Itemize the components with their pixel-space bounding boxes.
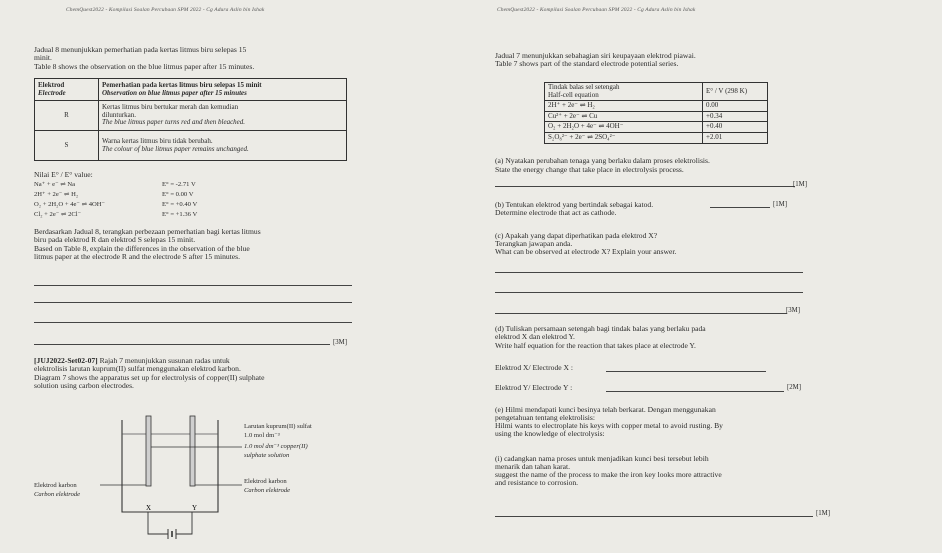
question-c-bm-1: (c) Apakah yang dapat diperhatikan pada elektrod X? (495, 231, 658, 240)
answer-line (34, 344, 330, 345)
question-ei-bm-1: (i) cadangkan nama proses untuk menjadikan kunci besi tersebut lebih (495, 454, 709, 463)
juj-question-en-2: solution using carbon electrodes. (34, 381, 134, 390)
electrode-x-prompt: Elektrod X/ Electrode X : (495, 363, 574, 372)
question-en-1: Based on Table 8, explain the differences in the observation of the blue (34, 244, 250, 253)
question-en-2: litmus paper at the electrode R and the electrode S after 15 minutes. (34, 252, 241, 261)
table-row (35, 101, 347, 131)
intro-en: Table 7 shows part of the standard electrode potential series. (495, 59, 679, 68)
eo-eq-o: O₂ + 2H₂O + 4e⁻ ⇌ 4OH⁻ (34, 201, 106, 208)
eo-eq-na: Na⁺ + e⁻ ⇌ Na (34, 181, 76, 188)
intro-bm: Jadual 8 menunjukkan pemerhatian pada kertas litmus biru selepas 15 (34, 45, 247, 54)
observation-table (34, 78, 347, 161)
electrode-potential-table (544, 82, 768, 144)
electrode-label-bm-left: Elektrod karbon (34, 482, 77, 489)
question-a-en: State the energy change that take place in electrolysis process. (495, 165, 684, 174)
header-eo: E° / V (298 K) (703, 83, 768, 101)
page-header: ChemQuest2022 - Kompilasi Soalan Percubaan SPM 2022 - Cg Adura Aslin bin Ishak (66, 7, 265, 13)
table-row: Cu²⁺ + 2e⁻ ⇌ Cu +0.34 (545, 111, 768, 122)
page-header: ChemQuest2022 - Kompilasi Soalan Percubaan SPM 2022 - Cg Adura Aslin bin Ishak (497, 7, 696, 13)
marks-3m: [3M] (786, 307, 800, 314)
eo-val-h: E° = 0.00 V (162, 191, 194, 198)
question-a-bm: (a) Nyatakan perubahan tenaga yang berlaku dalam proses elektrolisis. (495, 156, 710, 165)
question-e-en-2: using the knowledge of electrolysis: (495, 429, 605, 438)
wire (176, 512, 192, 534)
solution-label-bm: Larutan kuprum(II) sulfat (244, 423, 312, 430)
question-e-en-1: Hilmi wants to electroplate his keys with copper metal to avoid rusting. By (495, 421, 723, 430)
header-electrode: Elektrod Electrode (35, 79, 99, 101)
marks-1m: [1M] (793, 181, 807, 188)
answer-line (495, 292, 803, 293)
marks-3m: [3M] (333, 339, 347, 346)
question-c-bm-2: Terangkan jawapan anda. (495, 239, 573, 248)
electrode-r: R (35, 101, 99, 131)
question-ei-en-1: suggest the name of the process to make the iron key looks more attractive (495, 470, 722, 479)
table-header-row (35, 79, 347, 101)
electrode-label-en-left: Carbon elektrode (34, 491, 81, 498)
question-ei-en-2: and resistance to corrosion. (495, 478, 579, 487)
table-row: S₂O₈²⁻ + 2e⁻ ⇌ 2SO₄²⁻ +2.01 (545, 132, 768, 143)
answer-line (34, 285, 352, 286)
solution-label-en-2: sulphate solution (244, 452, 290, 459)
intro-bm-cont: minit. (34, 53, 52, 62)
electrode-label-en-right: Carbon elektrode (244, 487, 291, 494)
eo-eq-h: 2H⁺ + 2e⁻ ⇌ H₂ (34, 191, 79, 198)
answer-line (606, 391, 784, 392)
juj-question-line-1: [JUJ2022-Set02-07] Rajah 7 menunjukkan susunan radas untuk (34, 356, 230, 365)
answer-line (495, 186, 795, 187)
electrode-x (146, 416, 151, 486)
electrode-label-bm-right: Elektrod karbon (244, 478, 287, 485)
electrode-y-prompt: Elektrod Y/ Electrode Y : (495, 383, 573, 392)
label-x: X (146, 504, 152, 512)
question-e-bm-2: pengetahuan tentang elektrolisis: (495, 413, 595, 422)
answer-line (606, 371, 766, 372)
answer-line (34, 302, 352, 303)
question-bm-2: biru pada elektrod R dan elektrod S selepas 15 minit. (34, 235, 196, 244)
question-bm-1: Berdasarkan Jadual 8, terangkan perbezaan pemerhatian bagi kertas litmus (34, 227, 261, 236)
header-half-cell: Tindak balas sel setengah Half-cell equation (545, 83, 703, 101)
question-b-en: Determine electrode that act as cathode. (495, 208, 617, 217)
table-row: O₂ + 2H₂O + 4e⁻ ⇌ 4OH⁻ +0.40 (545, 122, 768, 133)
answer-line (495, 272, 803, 273)
question-d-bm-2: elektrod X dan elektrod Y. (495, 332, 575, 341)
intro-en: Table 8 shows the observation on the blue litmus paper after 15 minutes. (34, 62, 255, 71)
marks-1m: [1M] (773, 201, 787, 208)
electrolysis-diagram (100, 412, 250, 553)
question-d-bm-1: (d) Tuliskan persamaan setengah bagi tindak balas yang berlaku pada (495, 324, 706, 333)
electrode-y (190, 416, 195, 486)
eo-val-na: E° = -2.71 V (162, 181, 196, 188)
eo-val-o: E° = +0.40 V (162, 201, 198, 208)
table-row (35, 131, 347, 161)
answer-line (710, 207, 770, 208)
marks-2m: [2M] (787, 384, 801, 391)
table-row: 2H⁺ + 2e⁻ ⇌ H₂ 0.00 (545, 101, 768, 112)
eo-val-cl: E° = +1.36 V (162, 211, 198, 218)
table-header-row (545, 83, 768, 101)
observation-s: Warna kertas litmus biru tidak berubah. The colour of blue litmus paper remains unchanged. (99, 131, 347, 161)
question-d-en: Write half equation for the reaction that takes place at electrode Y. (495, 341, 696, 350)
question-ei-bm-2: menarik dan tahan karat. (495, 462, 571, 471)
juj-question-en-1: Diagram 7 shows the apparatus set up for electrolysis of copper(II) sulphate (34, 373, 265, 382)
electrode-s: S (35, 131, 99, 161)
eo-title: Nilai E° / E° value: (34, 170, 93, 179)
wire (148, 512, 168, 534)
marks-1m: [1M] (816, 510, 830, 517)
observation-r: Kertas litmus biru bertukar merah dan kemudian dilunturkan. The blue litmus paper turns red and then bleached. (99, 101, 347, 131)
question-b-bm: (b) Tentukan elektrod yang bertindak sebagai katod. (495, 200, 654, 209)
label-y: Y (192, 504, 198, 512)
answer-line (495, 313, 787, 314)
question-c-en: What can be observed at electrode X? Explain your answer. (495, 247, 677, 256)
intro-bm: Jadual 7 menunjukkan sebahagian siri keupayaan elektrod piawai. (495, 51, 696, 60)
eo-eq-cl: Cl₂ + 2e⁻ ⇌ 2Cl⁻ (34, 211, 82, 218)
answer-line (34, 322, 352, 323)
solution-label-conc: 1.0 mol dm⁻³ (244, 432, 280, 439)
question-e-bm-1: (e) Hilmi mendapati kunci besinya telah berkarat. Dengan menggunakan (495, 405, 716, 414)
juj-question-bm-2: elektrolisis larutan kuprum(II) sulfat menggunakan elektrod karbon. (34, 364, 241, 373)
answer-line (495, 516, 813, 517)
header-observation: Pemerhatian pada kertas litmus biru selepas 15 minit Observation on blue litmus paper after 15 minutes (99, 79, 347, 101)
solution-label-en-1: 1.0 mol dm⁻³ copper(II) (244, 443, 308, 450)
right-page (471, 0, 942, 553)
question-code: [JUJ2022-Set02-07] (34, 356, 98, 365)
